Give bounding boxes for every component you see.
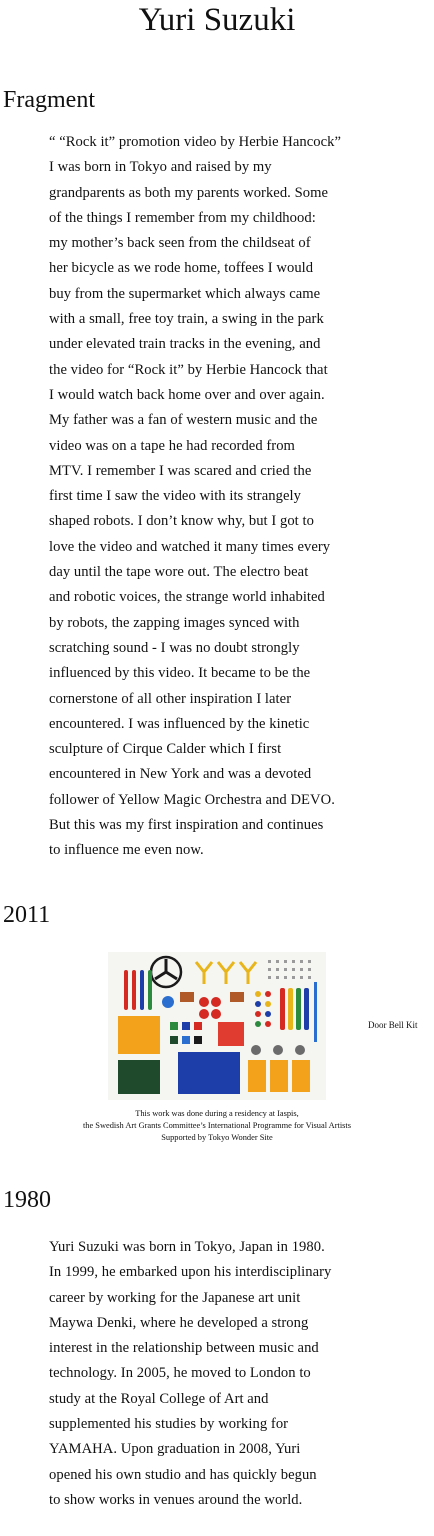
text-line: her bicycle as we rode home, toffees I would: [49, 260, 314, 277]
text-line: cornerstone of all other inspiration I later: [49, 690, 292, 707]
text-line: career by working for the Japanese art unit: [49, 1289, 301, 1306]
text-line: But this was my first inspiration and continues: [49, 817, 324, 834]
text-line: In 1999, he embarked upon his interdisciplinary: [49, 1264, 332, 1281]
text-line: influenced by this video. It became to be the: [49, 665, 311, 682]
text-line: “ “Rock it” promotion video by Herbie Hancock”: [49, 134, 342, 150]
text-line: of the things I remember from my childhood:: [49, 209, 316, 226]
text-line: study at the Royal College of Art and: [49, 1390, 269, 1407]
text-line: follower of Yellow Magic Orchestra and DEVO.: [49, 791, 335, 808]
photo-caption: [0, 1108, 434, 1144]
text-line: by robots, the zapping images synced with: [49, 614, 300, 631]
blue-plate: [178, 1052, 240, 1094]
text-line: love the video and watched it many times every: [49, 538, 331, 555]
text-line: and robotic voices, the strange world inhabited: [49, 589, 325, 606]
text-line: shaped robots. I don’t know why, but I got to: [49, 513, 314, 530]
bio-text: [49, 1235, 399, 1513]
text-line: Yuri Suzuki was born in Tokyo, Japan in 1980.: [49, 1239, 325, 1255]
text-line: to influence me even now.: [49, 842, 204, 859]
blue-fan-part: [162, 996, 174, 1008]
text-line: technology. In 2005, he moved to London to: [49, 1365, 311, 1382]
text-line: Maywa Denki, where he developed a strong: [49, 1314, 309, 1331]
section-heading-2011: 2011: [3, 902, 51, 928]
text-line: my mother’s back seen from the childseat of: [49, 235, 311, 252]
orange-plate: [118, 1016, 160, 1054]
caption-line: Supported by Tokyo Wonder Site: [161, 1133, 273, 1142]
caption-line: This work was done during a residency at Iaspis,: [135, 1109, 299, 1118]
section-heading-1980: 1980: [3, 1187, 51, 1213]
orange-small-plates: [248, 1060, 310, 1092]
text-line: encountered in New York and was a devoted: [49, 766, 312, 783]
text-line: grandparents as both my parents worked. Some: [49, 184, 329, 201]
section-heading-fragment: Fragment: [3, 87, 95, 113]
fragment-text: [49, 130, 399, 864]
text-line: MTV. I remember I was scared and cried the: [49, 462, 312, 479]
text-line: opened his own studio and has quickly begun: [49, 1466, 317, 1483]
text-line: interest in the relationship between music and: [49, 1340, 319, 1357]
text-line: buy from the supermarket which always came: [49, 285, 321, 302]
text-line: supplemented his studies by working for: [49, 1416, 289, 1433]
text-line: encountered. I was influenced by the kinetic: [49, 715, 310, 732]
text-line: to show works in venues around the world.: [49, 1491, 303, 1508]
text-line: the video for “Rock it” by Herbie Hancock that: [49, 361, 328, 378]
text-line: My father was a fan of western music and the: [49, 412, 318, 429]
text-line: video was on a tape he had recorded from: [49, 437, 295, 454]
speaker-parts: [251, 1045, 305, 1055]
text-line: day until the tape wore out. The electro beat: [49, 564, 309, 581]
door-bell-kit-illustration: [108, 952, 326, 1100]
text-line: first time I saw the video with its strangely: [49, 488, 301, 505]
text-line: I would watch back home over and over again.: [49, 386, 325, 403]
text-line: sculpture of Cirque Calder which I first: [49, 741, 282, 758]
green-plate: [118, 1060, 160, 1094]
text-line: scratching sound - I was no doubt strongly: [49, 639, 300, 656]
text-line: with a small, free toy train, a swing in the park: [49, 311, 324, 328]
work-title-label: Door Bell Kit: [368, 1020, 418, 1030]
text-line: under elevated train tracks in the evening, and: [49, 336, 321, 353]
door-bell-kit-photo[interactable]: [108, 952, 326, 1100]
page-title: Yuri Suzuki: [138, 2, 296, 38]
caption-line: the Swedish Art Grants Committee’s International Programme for Visual Artists: [82, 1121, 351, 1130]
text-line: I was born in Tokyo and raised by my: [49, 159, 272, 176]
text-line: YAMAHA. Upon graduation in 2008, Yuri: [49, 1441, 301, 1458]
